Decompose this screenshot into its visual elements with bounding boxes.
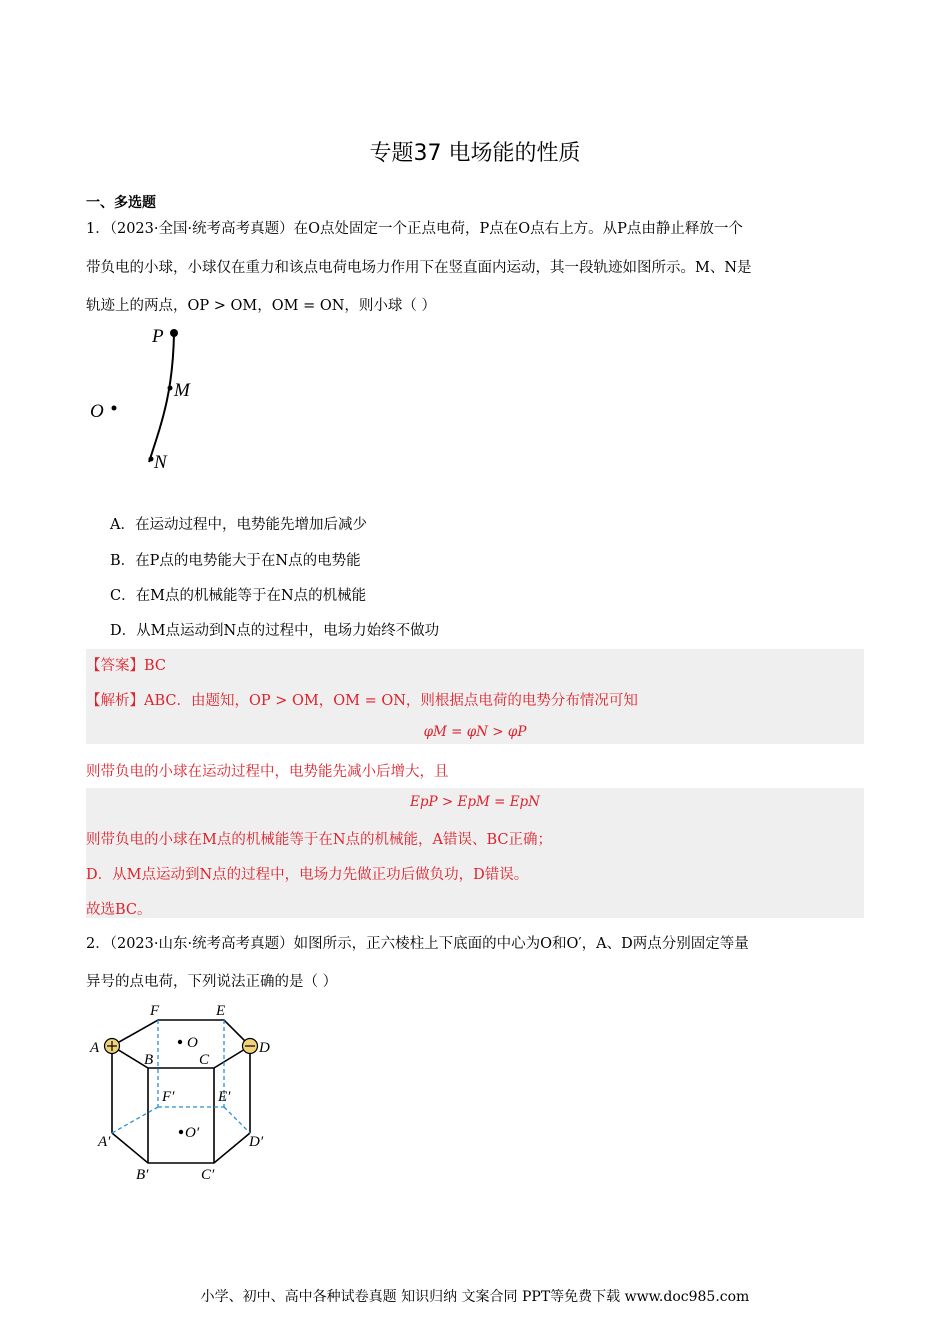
center-o-prime-dot	[179, 1130, 183, 1134]
page-title: 专题37 电场能的性质	[369, 141, 581, 166]
trajectory-curve	[149, 333, 174, 462]
page-footer: 小学、初中、高中各种试卷真题 知识归纳 文案合同 PPT等免费下载 www.doc985.com	[200, 1289, 750, 1305]
q1-option-a: A．在运动过程中，电势能先增加后减少	[110, 517, 367, 533]
label-o: O	[90, 401, 104, 422]
label-e: E	[216, 1003, 226, 1019]
point-m-dot	[168, 386, 173, 391]
q1-line-1: 1．（2023·全国·统考高考真题）在O点处固定一个正点电荷，P点在O点右上方。从P点由静止释放一个	[86, 221, 743, 237]
q1-analysis-line-c: D．从M点运动到N点的过程中，电场力先做正功后做负功，D错误。	[86, 867, 529, 883]
label-n: N	[154, 452, 167, 473]
label-c-prime: C′	[201, 1167, 215, 1180]
label-a-prime: A′	[98, 1134, 111, 1150]
q1-answer: 【答案】BC	[86, 658, 167, 674]
label-f-prime: F′	[162, 1089, 175, 1105]
formula-potential: φM = φN > φP	[423, 724, 527, 740]
formula-energy: EpP > EpM = EpN	[410, 794, 540, 810]
label-d: D	[259, 1040, 270, 1056]
point-o-dot	[112, 406, 117, 411]
q1-option-d: D．从M点运动到N点的过程中，电场力始终不做功	[110, 623, 440, 639]
label-o-prime: O′	[185, 1125, 200, 1141]
label-d-prime: D′	[249, 1134, 264, 1150]
label-p: P	[152, 326, 164, 347]
q1-trajectory-figure	[84, 322, 204, 477]
q1-analysis	[86, 689, 638, 710]
label-b-prime: B′	[136, 1167, 149, 1180]
label-e-prime: E′	[218, 1089, 231, 1105]
q2-hexagonal-prism-figure	[84, 995, 284, 1180]
center-o-dot	[178, 1040, 182, 1044]
label-m: M	[174, 380, 190, 401]
label-f: F	[150, 1003, 160, 1019]
q1-line-2: 带负电的小球，小球仅在重力和该点电荷电场力作用下在竖直面内运动，其一段轨迹如图所示。M、N是	[86, 260, 752, 276]
analysis-text: ABC．由题知，OP > OM，OM = ON，则根据点电荷的电势分布情况可知	[144, 693, 638, 709]
label-b: B	[144, 1052, 154, 1068]
point-p-dot	[170, 329, 178, 337]
q2-line-1: 2．（2023·山东·统考高考真题）如图所示，正六棱柱上下底面的中心为O和O′，A、D两点分别固定等量	[86, 936, 749, 952]
q2-line-2: 异号的点电荷，下列说法正确的是（ ）	[86, 974, 338, 990]
label-o: O	[187, 1035, 198, 1051]
label-c: C	[199, 1052, 210, 1068]
analysis-tag: 【解析】	[86, 693, 144, 709]
section-heading: 一、多选题	[86, 195, 156, 211]
label-a: A	[90, 1040, 100, 1056]
q1-analysis-line-d: 故选BC。	[86, 902, 152, 918]
q1-option-b: B．在P点的电势能大于在N点的电势能	[110, 553, 361, 569]
q1-line-3: 轨迹上的两点，OP > OM，OM = ON，则小球（ ）	[86, 298, 437, 314]
q1-analysis-line-a: 则带负电的小球在运动过程中，电势能先减小后增大，且	[86, 764, 449, 780]
q1-analysis-line-b: 则带负电的小球在M点的机械能等于在N点的机械能，A错误、BC正确；	[86, 832, 553, 848]
q1-option-c: C．在M点的机械能等于在N点的机械能	[110, 588, 367, 604]
point-n-dot	[149, 457, 154, 462]
top-face	[112, 1020, 250, 1068]
